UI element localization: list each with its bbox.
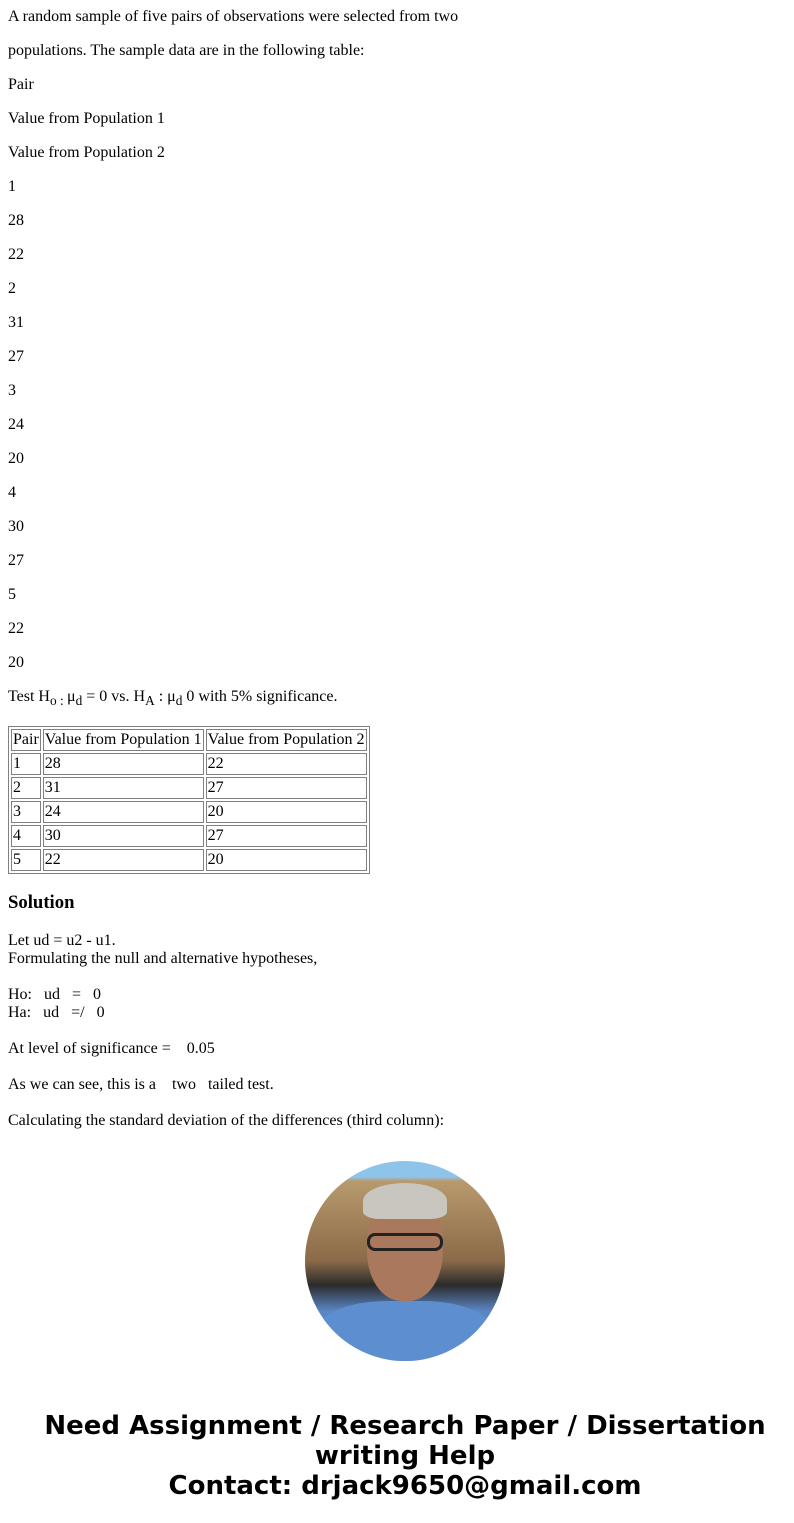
table-cell: 22 (43, 849, 204, 871)
table-cell: 31 (43, 777, 204, 799)
text: 0 with 5% significance. (182, 688, 338, 705)
footer-line: Need Assignment / Research Paper / Dissertation (44, 1411, 766, 1441)
table-cell: Value from Population 1 (43, 729, 204, 751)
table-cell: Pair (11, 729, 41, 751)
table-cell: 2 (11, 777, 41, 799)
text: Test H (8, 688, 50, 705)
text: d (175, 693, 183, 709)
footer-contact: Contact: drjack9650@gmail.com (168, 1471, 642, 1501)
flat-cell: 2 (8, 280, 16, 297)
solution (8, 892, 786, 1130)
flat-cell: 27 (8, 348, 24, 365)
table-cell: 28 (43, 753, 204, 775)
footer-line: writing Help (314, 1441, 496, 1471)
table-cell: 4 (11, 825, 41, 847)
table-cell: 1 (11, 753, 41, 775)
flat-cell: 24 (8, 416, 24, 433)
text: o : (49, 693, 68, 709)
data-table (8, 726, 370, 874)
tutor-photo (305, 1161, 505, 1361)
table-row (11, 849, 367, 871)
flat-cell: 20 (8, 450, 24, 467)
table-cell: 20 (206, 801, 367, 823)
flat-cell: 3 (8, 382, 16, 399)
text: Formulating the null and alternative hypotheses, (8, 950, 318, 968)
table-cell: Value from Population 2 (206, 729, 367, 751)
table-cell: 24 (43, 801, 204, 823)
flat-cell: 30 (8, 518, 24, 535)
footer-ad (8, 1411, 794, 1501)
flat-cell: 22 (8, 620, 24, 637)
text: A (145, 693, 155, 709)
flat-cell: 28 (8, 212, 24, 229)
table-row (11, 729, 367, 751)
tail-type: As we can see, this is a two tailed test. (8, 1076, 274, 1094)
flat-cell: 1 (8, 178, 16, 195)
table-row (11, 753, 367, 775)
solution-intro (8, 932, 786, 968)
table-cell: 22 (206, 753, 367, 775)
text: Let ud = u2 - u1. (8, 932, 116, 950)
significance: At level of significance = 0.05 (8, 1040, 215, 1058)
hypotheses (8, 986, 786, 1022)
flat-cell: 31 (8, 314, 24, 331)
flat-table-text (8, 76, 786, 672)
table-row (11, 801, 367, 823)
flat-cell: 27 (8, 552, 24, 569)
table-cell: 27 (206, 777, 367, 799)
table-row (11, 825, 367, 847)
alt-hypothesis: Ha: ud =/ 0 (8, 1004, 105, 1022)
intro-line: A random sample of five pairs of observations were selected from two (8, 8, 459, 25)
flat-cell: Value from Population 1 (8, 110, 165, 127)
test-statement (8, 688, 786, 710)
null-hypothesis: Ho: ud = 0 (8, 986, 102, 1004)
table-cell: 3 (11, 801, 41, 823)
text: μ (67, 688, 76, 705)
table-cell: 30 (43, 825, 204, 847)
intro-line: populations. The sample data are in the following table: (8, 42, 365, 59)
table-cell: 20 (206, 849, 367, 871)
flat-cell: Value from Population 2 (8, 144, 165, 161)
text: d (75, 693, 83, 709)
table-row (11, 777, 367, 799)
table-cell: 27 (206, 825, 367, 847)
intro (8, 8, 786, 60)
text: : μ (154, 688, 176, 705)
calc-text: Calculating the standard deviation of the differences (third column): (8, 1112, 445, 1130)
solution-heading: Solution (8, 892, 75, 914)
flat-cell: 20 (8, 654, 24, 671)
flat-cell: Pair (8, 76, 34, 93)
flat-cell: 5 (8, 586, 16, 603)
table-cell: 5 (11, 849, 41, 871)
flat-cell: 22 (8, 246, 24, 263)
text: = 0 vs. H (82, 688, 146, 705)
flat-cell: 4 (8, 484, 16, 501)
